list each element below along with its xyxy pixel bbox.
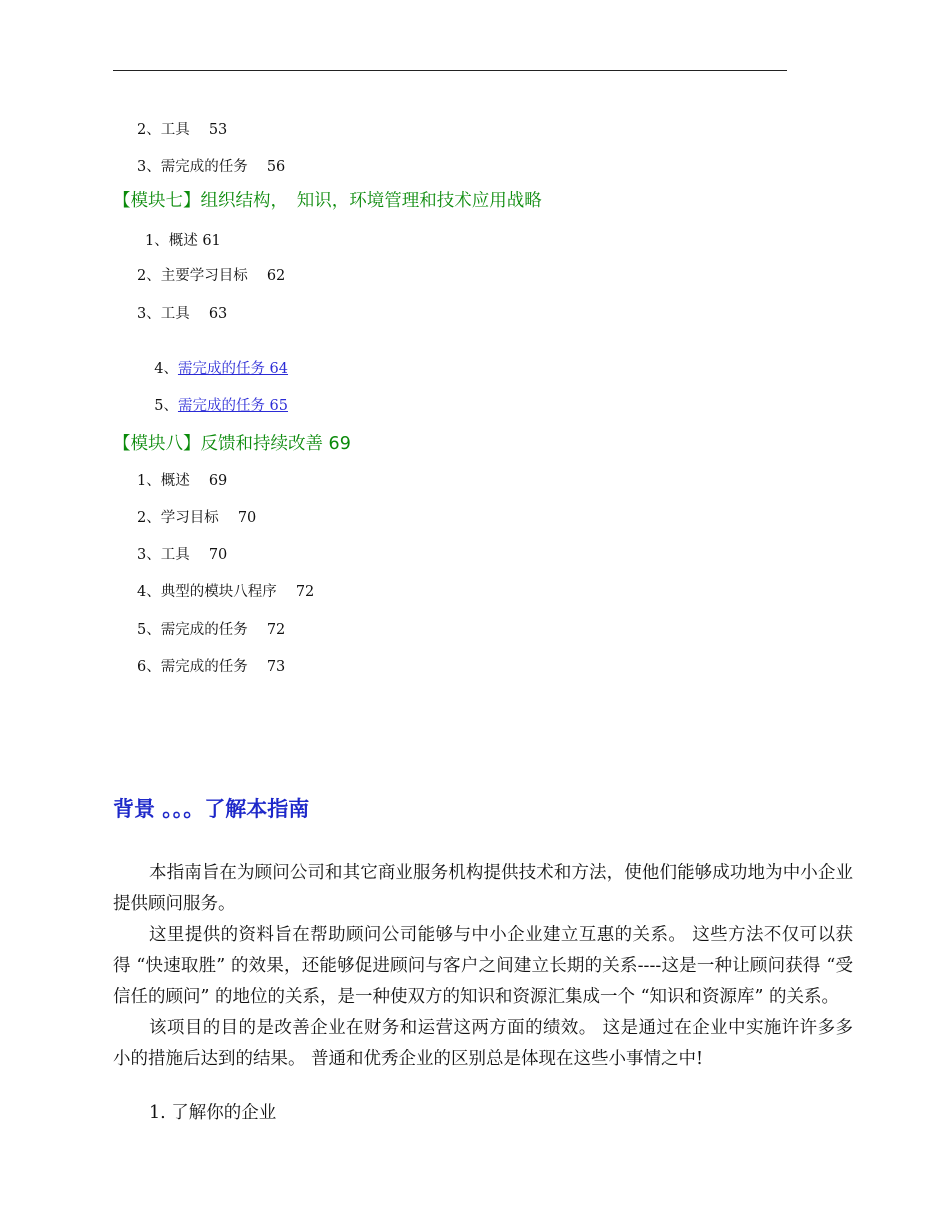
toc-link[interactable]: 需完成的任务 65 <box>177 398 289 414</box>
module-8-heading: 【模块八】反馈和持续改善 69 <box>113 434 351 454</box>
section-heading: 背景 。。。了解本指南 <box>113 797 310 821</box>
header-rule <box>113 70 787 71</box>
toc-item: 2、工具 53 <box>137 122 228 138</box>
toc-item: 6、需完成的任务 73 <box>137 659 286 675</box>
toc-item: 5、需完成的任务 72 <box>137 622 286 638</box>
toc-item: 2、主要学习目标 62 <box>137 268 286 284</box>
paragraph: 这里提供的资料旨在帮助顾问公司能够与中小企业建立互惠的关系。 这些方法不仅可以获得 “快速取胜” 的效果，还能够促进顾问与客户之间建立长期的关系----这是一种让顾问获得 “受信任的顾问” 的地位的关系，是一种使双方的知识和资源汇集成一个 “知识和资源库” 的关系。 <box>113 925 853 1007</box>
toc-link-item <box>145 342 288 378</box>
toc-item: 4、典型的模块八程序 72 <box>137 584 315 600</box>
toc-item-number: 5、 <box>154 398 178 414</box>
module-7-heading: 【模块七】组织结构， 知识，环境管理和技术应用战略 <box>113 191 542 211</box>
paragraph: 该项目的目的是改善企业在财务和运营这两方面的绩效。 这是通过在企业中实施许许多多小的措施后达到的结果。 普通和优秀企业的区别总是体现在这些小事情之中! <box>113 1018 853 1069</box>
body-text <box>113 858 853 1075</box>
toc-item: 3、需完成的任务 56 <box>137 159 286 175</box>
toc-item: 2、学习目标 70 <box>137 510 257 526</box>
paragraph: 本指南旨在为顾问公司和其它商业服务机构提供技术和方法，使他们能够成功地为中小企业提供顾问服务。 <box>113 863 853 914</box>
toc-link[interactable]: 需完成的任务 64 <box>177 361 289 377</box>
toc-item-number: 4、 <box>154 361 178 377</box>
list-item: 1. 了解你的企业 <box>149 1103 277 1123</box>
toc-link-item <box>145 379 288 415</box>
toc-item: 1、概述 61 <box>145 233 221 249</box>
toc-item: 3、工具 70 <box>137 547 228 563</box>
toc-item: 1、概述 69 <box>137 473 228 489</box>
toc-item: 3、工具 63 <box>137 306 228 322</box>
